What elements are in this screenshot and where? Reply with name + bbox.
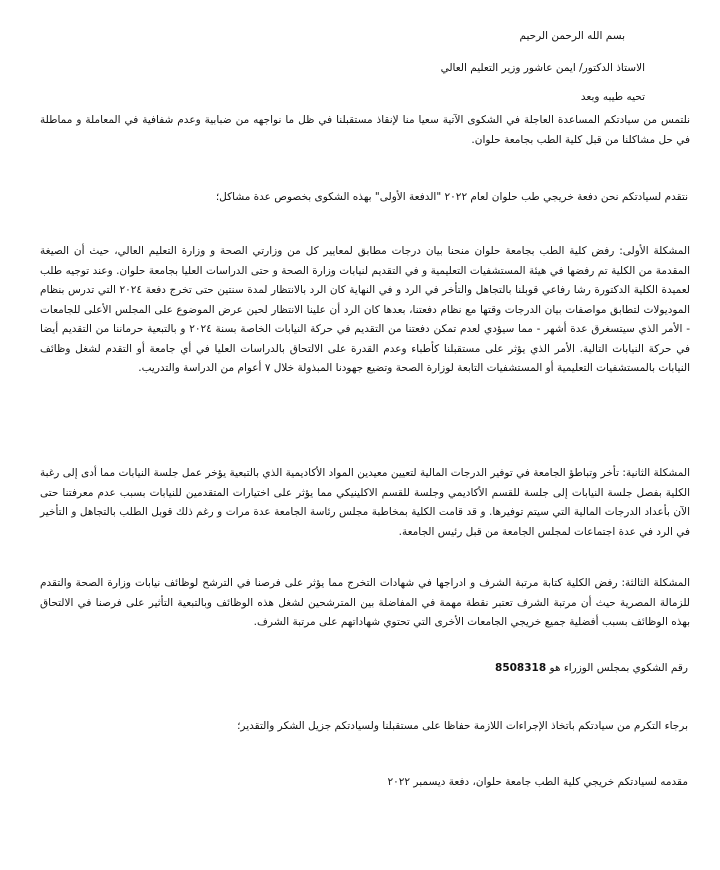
greeting: تحيه طيبه وبعد	[580, 91, 645, 103]
problem-two-paragraph: المشكلة الثانية: تأخر وتباطؤ الجامعة في توفير الدرجات المالية لتعيين معيدين المواد الأكاديمية الذي بالتبعية يؤخر عمل جلسة النيابات مما أدى إلى رغبة الكلية بفصل جلسة النيابات إلى جلسة للقسم الأكاديمي وجلسة للقسم الاكلينيكي مما يؤثر على اختيارات المتقدمين للنيابات بسبب عدم معرفتنا حتى الآن بأعداد الدرجات المالية التي سيتم توفيرها. و قد قامت الكلية بمخاطبة مجلس رئاسة الجامعة عدة مرات و رغم ذلك قوبل الطلب بالتجاهل و التأخير في الرد في عدة اجتماعات لمجلس الجامعة من قبل رئيس الجامعة.	[40, 467, 690, 538]
complaint-number-line	[40, 663, 688, 674]
problem-one-paragraph: المشكلة الأولى: رفض كلية الطب بجامعة حلوان منحنا بيان درجات مطابق لمعايير كل من وزارتي الصحة و وزارة التعليم العالي، حيث أن الصيغة المقدمة من الكلية تم رفضها في هيئة المستشفيات التعليمية و في التقديم لنيابات وزارة الصحة و حتى الدراسات العليا بجامعة حلوان. وعند توجيه طلب لعميدة الكلية الدكتورة رشا رفاعي قوبلنا بالتجاهل والتأخر في الرد و في النهاية كان الرد بالانتظار لمدة سنتين حتى تخرج دفعة ٢٠٢٤ التي تدرس بنظام الموديولات لتطابق مواصفات بيان الدرجات وقتها مع نظام دفعتنا، بعدها كان الرد أن علينا الانتظار لحين عرض الموضوع على المجلس الأعلى للجامعات - الأمر الذي سيتسغرق عدة أشهر - مما سيؤدي لعدم تمكن دفعتنا من التقديم في حركة النيابات الخاصة بسنة ٢٠٢٤ و بالتبعية حرماننا من التقديم أيضا في حركة النيابات التالية. الأمر الذي يؤثر على مستقبلنا كأطباء وعدم القدرة على الالتحاق بالدراسات العليا في أي جامعة أو التقدم لشغل وظائف النيابات بالمستشفيات التعليمية أو المستشفيات التابعة لوزارة الصحة وتضيع جهودنا المبذولة خلال ٧ أعوام من الدراسة والتدريب.	[40, 245, 690, 374]
complaint-statement: نتقدم لسيادتكم نحن دفعة خريجي طب حلوان لعام ٢٠٢٢ "الدفعة الأولى" بهذه الشكوى بخصوص عدة مشاكل؛	[215, 191, 688, 203]
complaint-number-label: رقم الشكوي بمجلس الوزراء هو	[549, 662, 688, 674]
basmala: بسم الله الرحمن الرحيم	[519, 30, 625, 42]
addressee: الاستاذ الدكتور/ ايمن عاشور وزير التعليم العالي	[440, 62, 645, 74]
problem-three-paragraph: المشكلة الثالثة: رفض الكلية كتابة مرتبة الشرف و ادراجها في شهادات التخرج مما يؤثر على فرصنا في الترشح لوظائف نيابات وزارة الصحة والتقدم للزمالة المصرية حيث أن مرتبة الشرف تعتبر نقطة مهمة في المفاضلة بين المترشحين لشغل هذه الوظائف وبالتبعية التأثير على فرصنا في الالتحاق بهذه الوظائف بسبب أفضلية جميع خريجي الجامعات الأخرى التي تحتوي شهاداتهم على مرتبة الشرف.	[40, 577, 690, 628]
intro-paragraph: نلتمس من سيادتكم المساعدة العاجلة في الشكوى الآتية سعيا منا لإنقاذ مستقبلنا في ظل ما نواجهه من ضبابية وعدم شفافية في المعاملة و مماطلة في حل مشاكلنا من قبل كلية الطب بجامعة حلوان.	[40, 114, 690, 146]
request-line: برجاء التكرم من سيادتكم باتخاذ الإجراءات اللازمة حفاظا على مستقبلنا ولسيادتكم جزيل الشكر والتقدير؛	[237, 720, 688, 732]
signature-line: مقدمه لسيادتكم خريجي كلية الطب جامعة حلوان، دفعة ديسمبر ٢٠٢٢	[387, 776, 688, 788]
complaint-number: 8508318	[495, 662, 547, 674]
